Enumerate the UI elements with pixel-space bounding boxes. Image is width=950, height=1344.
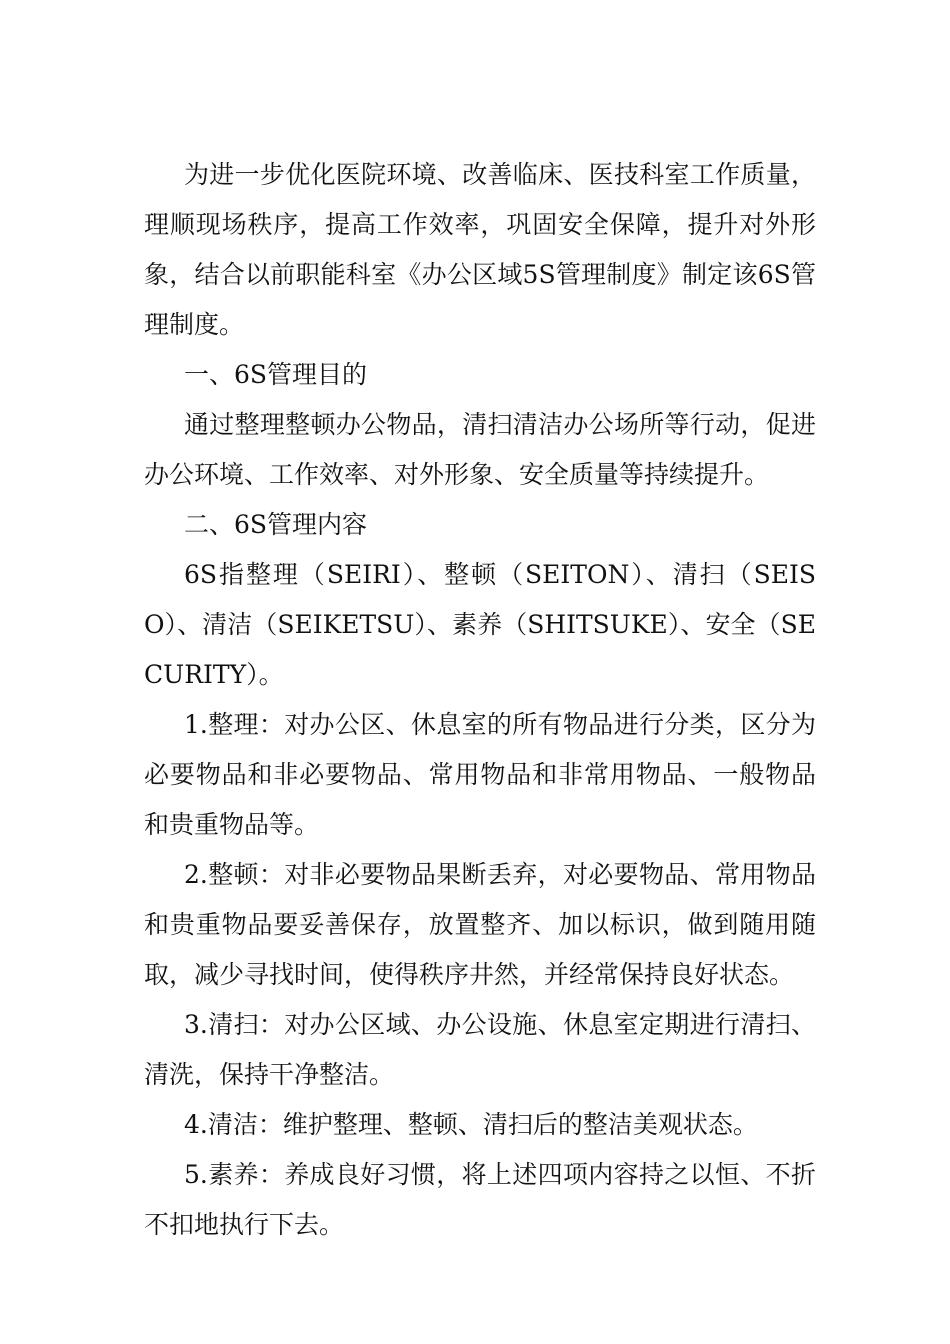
purpose-paragraph: 通过整理整顿办公物品，清扫清洁办公场所等行动，促进办公环境、工作效率、对外形象、安全质量等持续提升。 xyxy=(144,410,816,489)
item-seiton-paragraph: 2.整顿：对非必要物品果断丢弃，对必要物品、常用物品和贵重物品要妥善保存，放置整齐、加以标识，做到随用随取，减少寻找时间，使得秩序井然，并经常保持良好状态。 xyxy=(144,860,816,989)
content-definition-paragraph: 6S指整理（SEIRI）、整顿（SEITON）、清扫（SEISO）、清洁（SEIKETSU）、素养（SHITSUKE）、安全（SECURITY）。 xyxy=(144,560,816,689)
item-seiri-paragraph: 1.整理：对办公区、休息室的所有物品进行分类，区分为必要物品和非必要物品、常用物品和非常用物品、一般物品和贵重物品等。 xyxy=(144,710,816,839)
document-page xyxy=(144,150,816,1250)
intro-paragraph: 为进一步优化医院环境、改善临床、医技科室工作质量，理顺现场秩序，提高工作效率，巩固安全保障，提升对外形象，结合以前职能科室《办公区域5S管理制度》制定该6S管理制度。 xyxy=(144,160,816,339)
item-seiso-paragraph: 3.清扫：对办公区域、办公设施、休息室定期进行清扫、清洗，保持干净整洁。 xyxy=(144,1010,816,1089)
item-seiketsu-paragraph: 4.清洁：维护整理、整顿、清扫后的整洁美观状态。 xyxy=(184,1110,758,1139)
section-heading-purpose: 一、6S管理目的 xyxy=(184,360,368,389)
item-shitsuke-paragraph: 5.素养：养成良好习惯，将上述四项内容持之以恒、不折不扣地执行下去。 xyxy=(144,1160,816,1239)
section-heading-content: 二、6S管理内容 xyxy=(184,510,368,539)
